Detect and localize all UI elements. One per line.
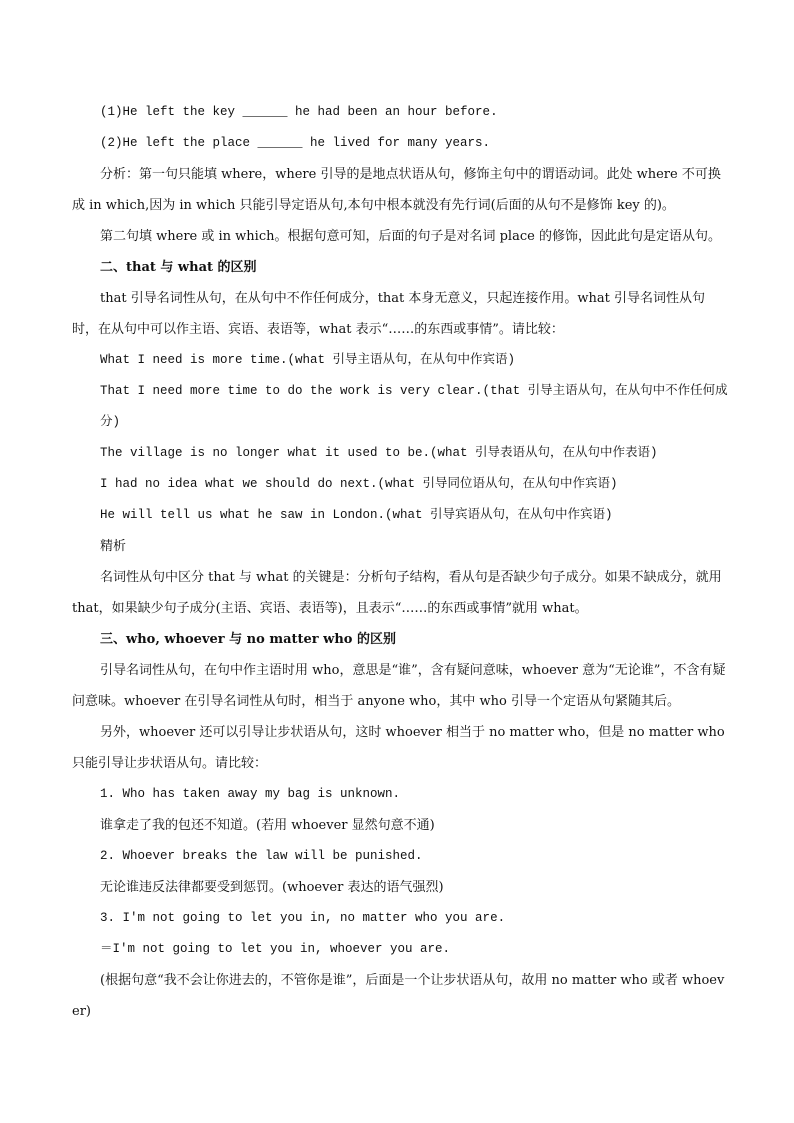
- whoever-paragraph: 另外，whoever 还可以引导让步状语从句，这时 whoever 相当于 no matter who，但是 no matter who 只能引导让步状语从句。请比较：: [72, 725, 725, 771]
- sentence-1-translation: 谁拿走了我的包还不知道。(若用 whoever 显然句意不通): [100, 818, 435, 833]
- compare-example-2: That I need more time to do the work is very clear.(that 引导主语从句，在从句中不作任何成分): [100, 384, 728, 429]
- section-heading-2: 二、that 与 what 的区别: [100, 260, 257, 275]
- sentence-2: 2. Whoever breaks the law will be punished.: [100, 849, 423, 863]
- that-what-paragraph: that 引导名词性从句，在从句中不作任何成分，that 本身无意义，只起连接作用。what 引导名词性从句时，在从句中可以作主语、宾语、表语等，what 表示“……的东西或事情”。请比较：: [72, 291, 706, 337]
- section-heading-3: 三、who, whoever 与 no matter who 的区别: [100, 632, 396, 647]
- example-line-2: (2)He left the place ______ he lived for many years.: [100, 136, 491, 150]
- sentence-1: 1. Who has taken away my bag is unknown.: [100, 787, 401, 801]
- sentence-2-translation: 无论谁违反法律都要受到惩罚。(whoever 表达的语气强烈): [100, 880, 444, 895]
- compare-example-5: He will tell us what he saw in London.(what 引导宾语从句，在从句中作宾语): [100, 508, 613, 522]
- analysis-paragraph-2: 第二句填 where 或 in which。根据句意可知，后面的句子是对名词 place 的修饰，因此此句是定语从句。: [100, 229, 721, 244]
- document-body: [72, 97, 730, 1027]
- example-line-1: (1)He left the key ______ he had been an hour before.: [100, 105, 498, 119]
- jingxi-label: 精析: [100, 539, 127, 554]
- compare-example-3: The village is no longer what it used to be.(what 引导表语从句，在从句中作表语): [100, 446, 658, 460]
- compare-example-4: I had no idea what we should do next.(what 引导同位语从句，在从句中作宾语): [100, 477, 618, 491]
- sentence-3-alt: ＝I'm not going to let you in, whoever you are.: [100, 942, 451, 956]
- who-paragraph: 引导名词性从句，在句中作主语时用 who，意思是“谁”，含有疑问意味，whoever 意为“无论谁”，不含有疑问意味。whoever 在引导名词性从句时，相当于 anyone who，其中 who 引导一个定语从句紧随其后。: [72, 663, 726, 709]
- sentence-3: 3. I'm not going to let you in, no matter who you are.: [100, 911, 506, 925]
- sentence-3-explanation: (根据句意“我不会让你进去的，不管你是谁”，后面是一个让步状语从句，故用 no matter who 或者 whoever): [72, 973, 725, 1019]
- compare-example-1: What I need is more time.(what 引导主语从句，在从句中作宾语): [100, 353, 516, 367]
- analysis-paragraph-1: 分析：第一句只能填 where，where 引导的是地点状语从句，修饰主句中的谓语动词。此处 where 不可换成 in which,因为 in which 只能引导定语从句,本句中根本就没有先行词(后面的从句不是修饰 key 的)。: [72, 167, 721, 213]
- jingxi-paragraph: 名词性从句中区分 that 与 what 的关键是：分析句子结构，看从句是否缺少句子成分。如果不缺成分，就用 that，如果缺少句子成分(主语、宾语、表语等)，且表示“……的东西或事情”就用 what。: [72, 570, 722, 616]
